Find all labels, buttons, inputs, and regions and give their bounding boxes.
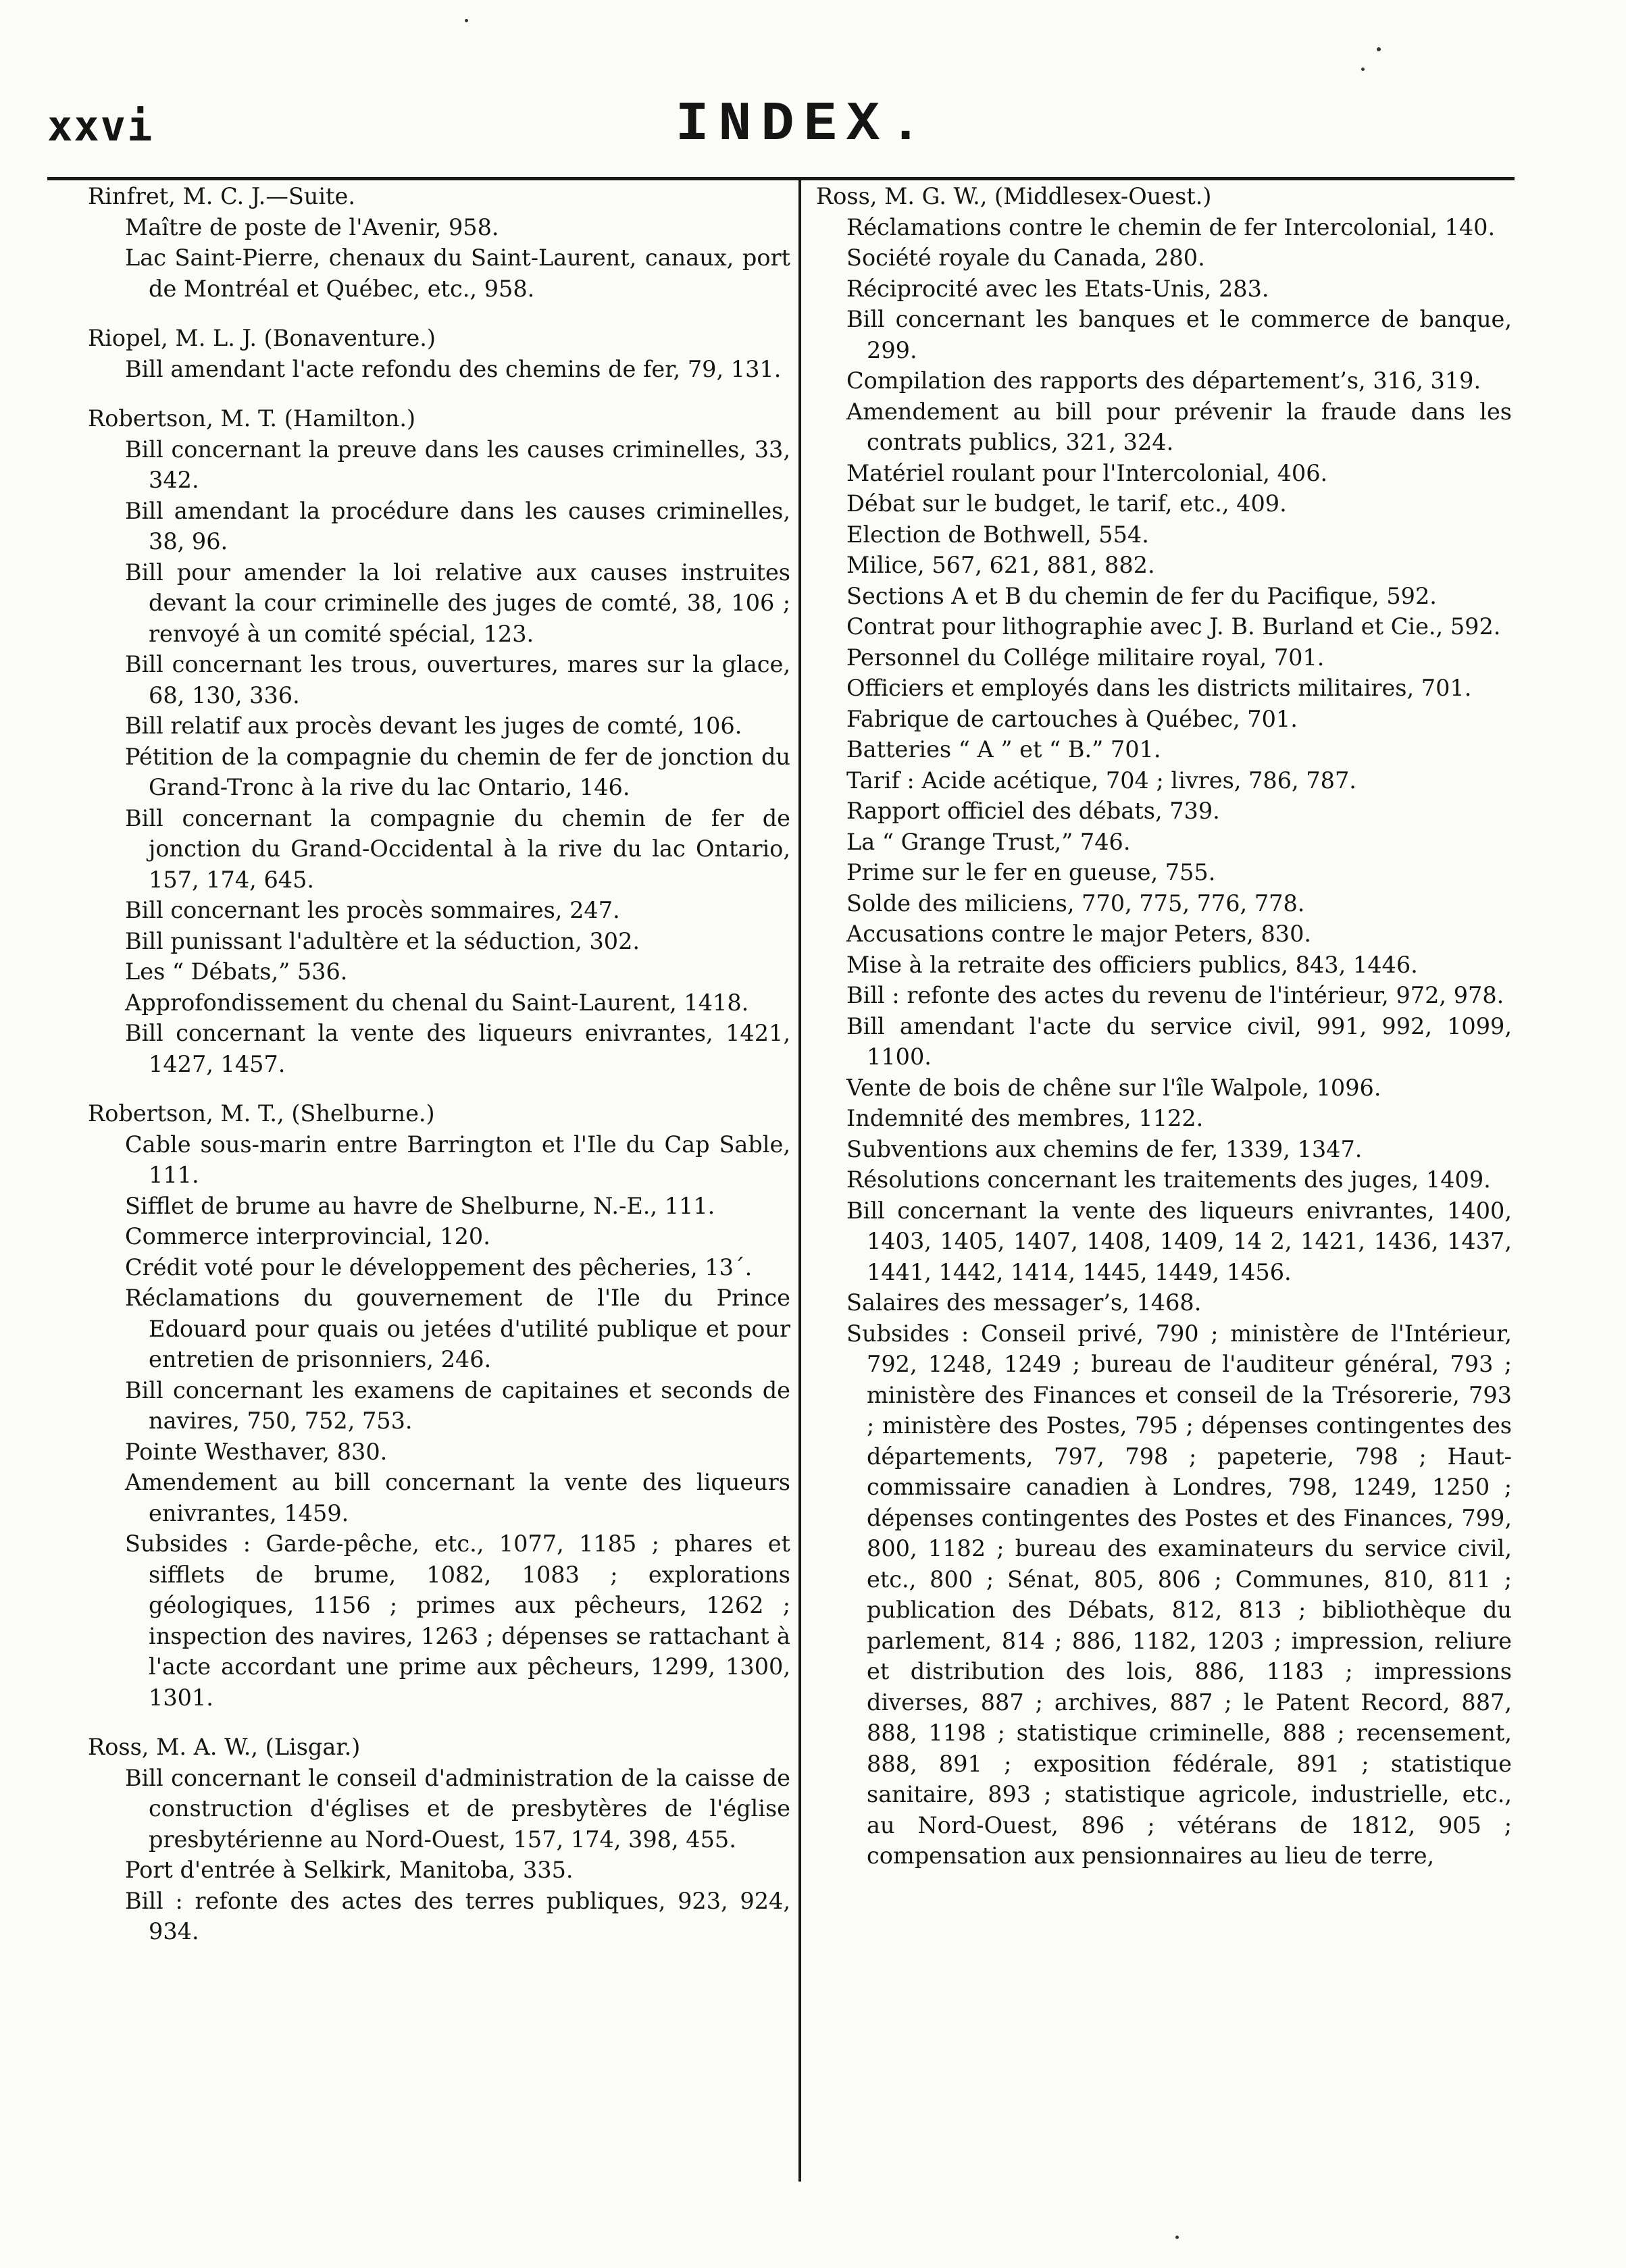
entry-name: Robertson, M. T., (Shelburne.)	[88, 1100, 435, 1127]
entry-name: Riopel, M. L. J. (Bonaventure.)	[88, 325, 436, 351]
entry-item: Election de Bothwell, 554.	[846, 521, 1149, 548]
entry-item: Bill concernant la compagnie du chemin de fer de jonction du Grand-Occidental à la rive du lac Ontario, 157, 174, 645.	[125, 804, 790, 893]
entry-item: Bill amendant la procédure dans les causes criminelles, 38, 96.	[125, 497, 790, 555]
entry-item: Solde des miliciens, 770, 775, 776, 778.	[846, 890, 1305, 917]
entry-item: Bill punissant l'adultère et la séduction, 302.	[125, 927, 640, 954]
entry-item: Compilation des rapports des département’s, 316, 319.	[846, 367, 1481, 394]
entry-item: Subsides : Garde-pêche, etc., 1077, 1185 ; phares et sifflets de brume, 1082, 1083 ; explorations géologiques, 1156 ; primes aux pêcheurs, 1262 ; inspection des navires, 1263 ; dépenses se rattachant à l'acte accordant une prime aux pêcheurs, 1299, 1300, 1301.	[125, 1530, 790, 1711]
entry-item: Maître de poste de l'Avenir, 958.	[125, 213, 499, 240]
entry-item: Sifflet de brume au havre de Shelburne, N.-E., 111.	[125, 1192, 715, 1219]
entry-name: Robertson, M. T. (Hamilton.)	[88, 405, 416, 432]
entry-item: Personnel du Collége militaire royal, 701.	[846, 644, 1325, 671]
entry-item: Pointe Westhaver, 830.	[125, 1438, 388, 1465]
entry-item: Indemnité des membres, 1122.	[846, 1105, 1204, 1131]
entry-item: Vente de bois de chêne sur l'île Walpole, 1096.	[846, 1074, 1381, 1101]
entry-item: Crédit voté pour le développement des pêcheries, 13´.	[125, 1254, 753, 1281]
entry-item: Amendement au bill pour prévenir la fraude dans les contrats publics, 321, 324.	[846, 398, 1512, 455]
entry-item: Tarif : Acide acétique, 704 ; livres, 786, 787.	[846, 767, 1356, 794]
entry-item: Bill concernant la vente des liqueurs enivrantes, 1421, 1427, 1457.	[125, 1020, 790, 1077]
entry-item: Réciprocité avec les Etats-Unis, 283.	[846, 275, 1269, 302]
entry-item: Mise à la retraite des officiers publics, 843, 1446.	[846, 951, 1418, 978]
entry-item: Subsides : Conseil privé, 790 ; ministère de l'Intérieur, 792, 1248, 1249 ; bureau de l'auditeur général, 793 ; ministère des Finances et conseil de la Trésorerie, 793 ; ministère des Postes, 795 ; dépenses contingentes des départements, 797, 798 ; papeterie, 798 ; Haut-commissaire canadien à Londres, 798, 1249, 1250 ; dépenses contingentes des Postes et des Finances, 799, 800, 1182 ; bureau des examinateurs du service civil, etc., 800 ; Sénat, 805, 806 ; Communes, 810, 811 ; publication des Débats, 812, 813 ; bibliothèque du parlement, 814 ; 886, 1182, 1203 ; impression, reliure et distribution des lois, 886, 1183 ; impressions diverses, 887 ; archives, 887 ; le Patent Record, 887, 888, 1198 ; statistique criminelle, 888 ; recensement, 888, 891 ; exposition fédérale, 891 ; statistique sanitaire, 893 ; statistique agricole, industrielle, etc., au Nord-Ouest, 896 ; vétérans de 1812, 905 ; compensation aux pensionnaires au lieu de terre,	[846, 1320, 1512, 1869]
entry-item: Milice, 567, 621, 881, 882.	[846, 552, 1155, 578]
entry-item: Bill concernant les trous, ouvertures, mares sur la glace, 68, 130, 336.	[125, 651, 790, 708]
entry-name: Ross, M. G. W., (Middlesex-Ouest.)	[816, 183, 1212, 209]
entry-item: Matériel roulant pour l'Intercolonial, 406.	[846, 459, 1328, 486]
entry-item: Bill : refonte des actes des terres publiques, 923, 924, 934.	[125, 1887, 790, 1944]
index-entry	[88, 1098, 790, 1713]
entry-item: Bill pour amender la loi relative aux causes instruites devant la cour criminelle des juges de comté, 38, 106 ; renvoyé à un comité spécial, 123.	[125, 559, 790, 647]
left-column	[88, 181, 790, 1966]
entry-item: Port d'entrée à Selkirk, Manitoba, 335.	[125, 1857, 574, 1883]
entry-item: La “ Grange Trust,” 746.	[846, 828, 1131, 855]
entry-item: Réclamations du gouvernement de l'Ile du Prince Edouard pour quais ou jetées d'utilité publique et pour entretien de prisonniers, 246.	[125, 1285, 790, 1372]
entry-item: Rapport officiel des débats, 739.	[846, 798, 1220, 824]
entry-item: Bill concernant les banques et le commerce de banque, 299.	[846, 306, 1512, 363]
entry-name: Ross, M. A. W., (Lisgar.)	[88, 1734, 361, 1760]
entry-item: Pétition de la compagnie du chemin de fer de jonction du Grand-Tronc à la rive du lac Ontario, 146.	[125, 743, 790, 800]
entry-item: Réclamations contre le chemin de fer Intercolonial, 140.	[846, 213, 1496, 240]
entry-item: Bill amendant l'acte du service civil, 991, 992, 1099, 1100.	[846, 1012, 1512, 1070]
entry-item: Débat sur le budget, le tarif, etc., 409.	[846, 490, 1287, 517]
header-rule	[47, 177, 1515, 180]
entry-item: Approfondissement du chenal du Saint-Laurent, 1418.	[125, 989, 749, 1016]
entry-item: Officiers et employés dans les districts militaires, 701.	[846, 675, 1472, 701]
index-entry	[816, 181, 1512, 1872]
entry-item: Batteries “ A ” et “ B.” 701.	[846, 736, 1161, 763]
page-title: INDEX.	[676, 93, 932, 156]
entry-item: Amendement au bill concernant la vente des liqueurs enivrantes, 1459.	[125, 1469, 790, 1526]
entry-item: Bill relatif aux procès devant les juges de comté, 106.	[125, 713, 742, 739]
entry-item: Bill : refonte des actes du revenu de l'intérieur, 972, 978.	[846, 982, 1504, 1008]
entry-item: Bill concernant la preuve dans les causes criminelles, 33, 342.	[125, 436, 790, 493]
entry-item: Subventions aux chemins de fer, 1339, 1347.	[846, 1135, 1363, 1162]
index-entry	[88, 323, 790, 384]
right-column	[816, 181, 1512, 1890]
entry-item: Commerce interprovincial, 120.	[125, 1223, 490, 1249]
entry-item: Fabrique de cartouches à Québec, 701.	[846, 705, 1298, 732]
entry-item: Sections A et B du chemin de fer du Pacifique, 592.	[846, 582, 1437, 609]
index-entry	[88, 181, 790, 304]
entry-item: Salaires des messager’s, 1468.	[846, 1289, 1202, 1316]
entry-item: Résolutions concernant les traitements des juges, 1409.	[846, 1166, 1491, 1193]
entry-item: Société royale du Canada, 280.	[846, 244, 1205, 271]
column-divider	[798, 179, 801, 2182]
entry-item: Les “ Débats,” 536.	[125, 958, 348, 985]
entry-item: Prime sur le fer en gueuse, 755.	[846, 859, 1216, 885]
entry-item: Lac Saint-Pierre, chenaux du Saint-Laurent, canaux, port de Montréal et Québec, etc., 958.	[125, 244, 790, 302]
entry-item: Cable sous-marin entre Barrington et l'Ile du Cap Sable, 111.	[125, 1131, 790, 1188]
index-entry	[88, 1732, 790, 1947]
entry-item: Bill concernant les procès sommaires, 247.	[125, 897, 620, 923]
entry-name: Rinfret, M. C. J.—Suite.	[88, 183, 355, 209]
entry-item: Accusations contre le major Peters, 830.	[846, 921, 1312, 947]
entry-item: Bill concernant la vente des liqueurs enivrantes, 1400, 1403, 1405, 1407, 1408, 1409, 14 2, 1421, 1436, 1437, 1441, 1442, 1414, 1445, 1449, 1456.	[846, 1197, 1512, 1285]
entry-item: Bill amendant l'acte refondu des chemins de fer, 79, 131.	[125, 355, 782, 382]
page-number: xxvi	[47, 101, 154, 151]
entry-item: Bill concernant le conseil d'administration de la caisse de construction d'églises et de presbytères de l'église presbytérienne au Nord-Ouest, 157, 174, 398, 455.	[125, 1764, 790, 1853]
index-entry	[88, 403, 790, 1079]
entry-item: Contrat pour lithographie avec J. B. Burland et Cie., 592.	[846, 613, 1501, 640]
entry-item: Bill concernant les examens de capitaines et seconds de navires, 750, 752, 753.	[125, 1376, 790, 1434]
